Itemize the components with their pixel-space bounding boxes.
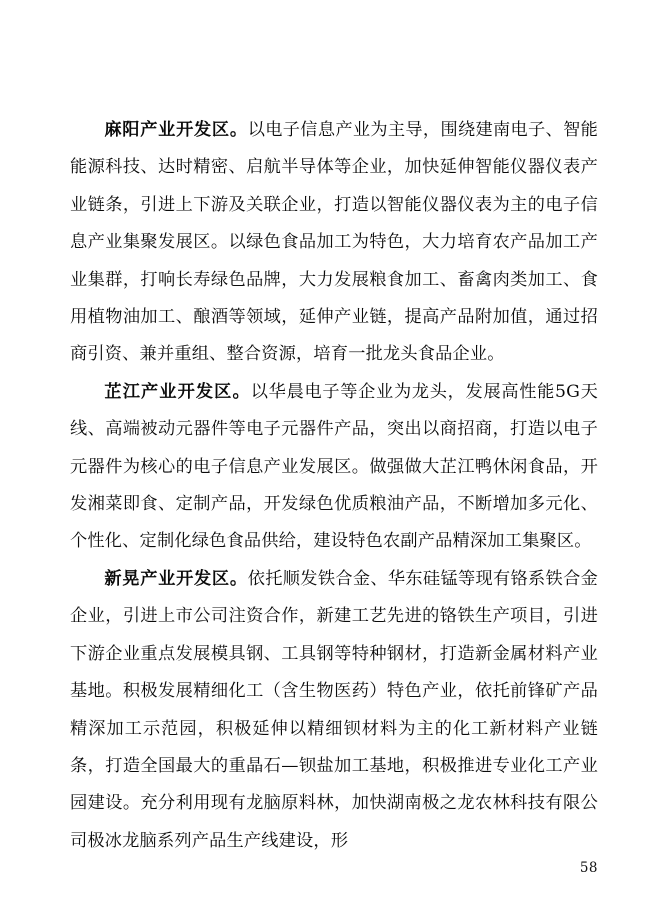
paragraph-xinhuang (70, 561, 598, 860)
paragraph-text-mayang: 以电子信息产业为主导，围绕建南电子、智能能源科技、达时精密、启航半导体等企业，加快延伸智能仪器仪表产业链条，引进上下游及关联企业，打造以智能仪器仪表为主的电子信息产业集聚发展区。以绿色食品加工为特色，大力培育农产品加工产业集群，打响长寿绿色品牌，大力发展粮食加工、畜禽肉类加工、食用植物油加工、酿酒等领域，延伸产业链，提高产品附加值，通过招商引资、兼并重组、整合资源，培育一批龙头食品企业。 (70, 120, 598, 365)
page-number: 58 (579, 860, 598, 876)
paragraph-text-xinhuang: 依托顺发铁合金、华东硅锰等现有铬系铁合金企业，引进上市公司注资合作，新建工艺先进的铬铁生产项目，引进下游企业重点发展模具钢、工具钢等特种钢材，打造新金属材料产业基地。积极发展精细化工（含生物医药）特色产业，依托前锋矿产品精深加工示范园，积极延伸以精细钡材料为主的化工新材料产业链条，打造全国最大的重晶石—钡盐加工基地，积极推进专业化工产业园建设。充分利用现有龙脑原料林，加快湖南极之龙农林科技有限公司极冰龙脑系列产品生产线建设，形 (70, 568, 598, 851)
paragraph-lead-zhijiang: 芷江产业开发区。 (104, 381, 251, 402)
paragraph-lead-xinhuang: 新晃产业开发区。 (104, 568, 248, 589)
paragraph-lead-mayang: 麻阳产业开发区。 (104, 120, 248, 140)
paragraph-text-zhijiang: 以华晨电子等企业为龙头，发展高性能5G天线、高端被动元器件等电子元器件产品，突出以商招商，打造以电子元器件为核心的电子信息产业发展区。做强做大芷江鸭休闲食品，开发湘菜即食、定制产品，开发绿色优质粮油产品，不断增加多元化、个性化、定制化绿色食品供给，建设特色农副产品精深加工集聚区。 (70, 381, 598, 552)
paragraph-zhijiang (70, 374, 598, 561)
paragraph-mayang (70, 112, 598, 374)
document-body (70, 112, 598, 860)
